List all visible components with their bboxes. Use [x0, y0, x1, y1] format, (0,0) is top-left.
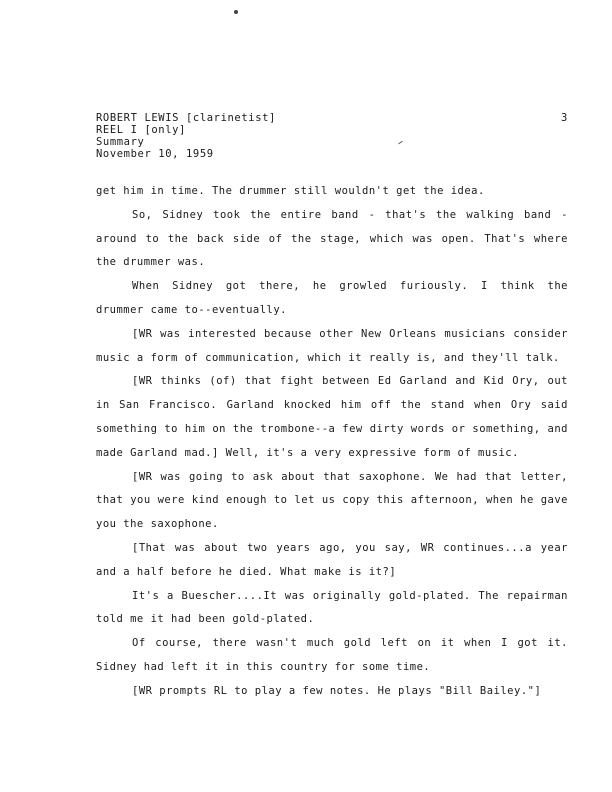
paragraph: When Sidney got there, he growled furiously. I think the drummer came to--eventually.	[96, 280, 568, 316]
pen-mark	[398, 141, 403, 145]
transcript-header	[96, 112, 276, 160]
paragraph: get him in time. The drummer still wouldn't get the idea.	[96, 185, 485, 197]
header-date-line: November 10, 1959	[96, 148, 214, 160]
paragraph: [WR was interested because other New Orleans musicians consider music a form of communication, which it really is, and they'll talk.	[96, 327, 568, 364]
page-number: 3	[561, 112, 568, 124]
header-name-line: ROBERT LEWIS [clarinetist]	[96, 112, 276, 124]
header-summary-line: Summary	[96, 136, 145, 148]
paragraph: [WR thinks (of) that fight between Ed Garland and Kid Ory, out in San Francisco. Garland knocked him off the stand when Ory said something to him on the trombone--a few dirty words or something, and made Garland mad.] Well, it's a very expressive form of music.	[96, 375, 568, 459]
paragraph: [WR was going to ask about that saxophone. We had that letter, that you were kind enough to let us copy this afternoon, when he gave you the saxophone.	[96, 470, 568, 531]
paragraph: So, Sidney took the entire band - that's the walking band - around to the back side of the stage, which was open. That's where the drummer was.	[96, 208, 568, 269]
paragraph: Of course, there wasn't much gold left on it when I got it. Sidney had left it in this country for some time.	[96, 637, 568, 673]
paragraph: It's a Buescher....It was originally gold-plated. The repairman told me it had been gold-plated.	[96, 589, 568, 626]
paragraph: [That was about two years ago, you say, WR continues...a year and a half before he died. What make is it?]	[96, 541, 568, 578]
paper-speck	[234, 10, 238, 14]
paragraph: [WR prompts RL to play a few notes. He plays "Bill Bailey."]	[132, 684, 542, 697]
header-reel-line: REEL I [only]	[96, 124, 186, 136]
transcript-body	[96, 180, 568, 704]
